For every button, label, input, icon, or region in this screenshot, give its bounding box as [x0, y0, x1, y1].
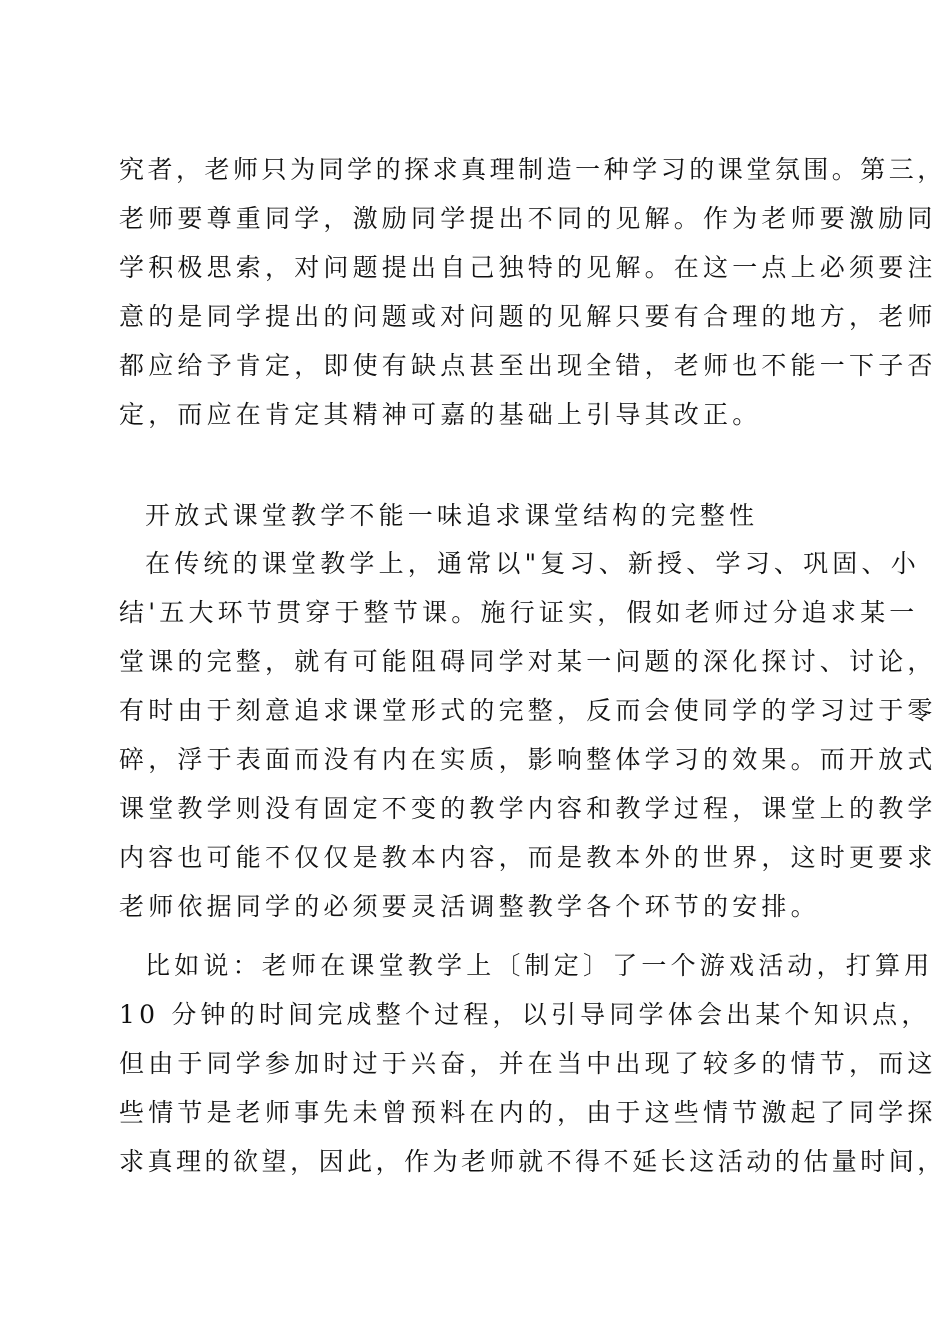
paragraph-2-line-4: 有时由于刻意追求课堂形式的完整，反而会使同学的学习过于零 [119, 696, 937, 725]
paragraph-1-line-4: 意的是同学提出的问题或对问题的见解只要有合理的地方，老师 [119, 302, 937, 331]
paragraph-2-line-3: 堂课的完整，就有可能阻碍同学对某一问题的深化探讨、讨论， [119, 647, 937, 676]
paragraph-3-line-3: 但由于同学参加时过于兴奋，并在当中出现了较多的情节，而这 [119, 1049, 937, 1078]
section-heading: 开放式课堂教学不能一味追求课堂结构的完整性 [145, 501, 759, 530]
paragraph-1-line-2: 老师要尊重同学，激励同学提出不同的见解。作为老师要激励同 [119, 204, 937, 233]
paragraph-3-line-5: 求真理的欲望，因此，作为老师就不得不延长这活动的估量时间， [119, 1147, 946, 1176]
paragraph-2-line-8: 老师依据同学的必须要灵活调整教学各个环节的安排。 [119, 892, 820, 921]
paragraph-1-line-6: 定，而应在肯定其精神可嘉的基础上引导其改正。 [119, 400, 762, 429]
paragraph-2-line-1: 在传统的课堂教学上，通常以"复习、新授、学习、巩固、小 [145, 549, 920, 578]
paragraph-2-line-5: 碎，浮于表面而没有内在实质，影响整体学习的效果。而开放式 [119, 745, 937, 774]
paragraph-3-line-1: 比如说：老师在课堂教学上〔制定〕了一个游戏活动，打算用 [145, 951, 934, 980]
paragraph-2-line-6: 课堂教学则没有固定不变的教学内容和教学过程，课堂上的教学 [119, 794, 937, 823]
paragraph-1-line-5: 都应给予肯定，即使有缺点甚至出现全错，老师也不能一下子否 [119, 351, 937, 380]
paragraph-1-line-3: 学积极思索，对问题提出自己独特的见解。在这一点上必须要注 [119, 253, 937, 282]
paragraph-3-line-2: 10 分钟的时间完成整个过程，以引导同学体会出某个知识点， [119, 1000, 931, 1029]
paragraph-1-line-1: 究者，老师只为同学的探求真理制造一种学习的课堂氛围。第三， [119, 155, 946, 184]
paragraph-2-line-2: 结'五大环节贯穿于整节课。施行证实，假如老师过分追求某一 [119, 598, 919, 627]
paragraph-2-line-7: 内容也可能不仅仅是教本内容，而是教本外的世界，这时更要求 [119, 843, 937, 872]
paragraph-3-line-4: 些情节是老师事先未曾预料在内的，由于这些情节激起了同学探 [119, 1098, 937, 1127]
